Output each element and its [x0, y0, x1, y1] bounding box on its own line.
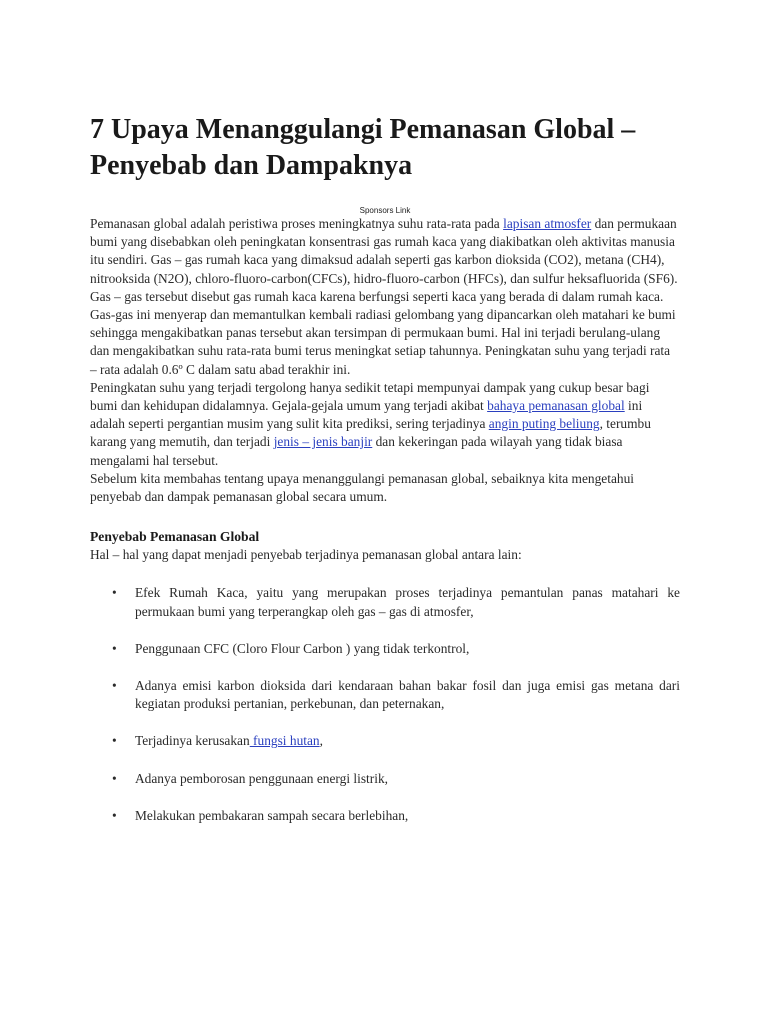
cause-text: Melakukan pembakaran sampah secara berlebihan, — [135, 807, 409, 823]
link-jenis-jenis-banjir[interactable]: jenis – jenis banjir — [273, 434, 373, 450]
paragraph-2-text-c: , terumbu karang yang memutih, dan terjadi — [90, 416, 651, 450]
title-line-2: Penyebab dan Dampaknya — [90, 150, 413, 181]
cause-text: Adanya pemborosan penggunaan energi listrik, — [135, 770, 388, 786]
section-heading-penyebab: Penyebab Pemanasan Global — [90, 529, 260, 545]
bullet-icon: • — [112, 770, 117, 786]
list-item — [90, 677, 680, 713]
cause-text: Efek Rumah Kaca, yaitu yang merupakan proses terjadinya pemantulan panas matahari ke permukaan bumi yang terperangkap oleh gas – gas di atmosfer, — [135, 585, 680, 619]
link-lapisan-atmosfer[interactable]: lapisan atmosfer — [503, 216, 592, 231]
cause-text: Terjadinya kerusakan — [135, 733, 250, 749]
paragraph-1 — [90, 215, 680, 379]
causes-intro: Hal – hal yang dapat menjadi penyebab terjadinya pemanasan global antara lain: — [90, 547, 522, 563]
list-item — [90, 732, 680, 750]
bullet-icon: • — [112, 807, 117, 823]
bullet-icon: • — [112, 585, 117, 601]
paragraph-3: Sebelum kita membahas tentang upaya menanggulangi pemanasan global, sebaiknya kita mengetahui penyebab dan dampak pemanasan global secara umum. — [90, 470, 635, 505]
bullet-icon: • — [112, 733, 117, 749]
list-item — [90, 584, 680, 620]
link-bahaya-pemanasan-global[interactable]: bahaya pemanasan global — [487, 398, 625, 414]
bullet-icon: • — [112, 640, 117, 656]
list-item — [90, 770, 680, 788]
article-title — [90, 112, 680, 184]
paragraph-1-text-a: Pemanasan global adalah peristiwa proses meningkatnya suhu rata-rata pada — [90, 216, 504, 231]
bullet-icon: • — [112, 678, 117, 694]
article — [90, 112, 680, 844]
cause-text: Adanya emisi karbon dioksida dari kendaraan bahan bakar fosil dan juga emisi gas metana dari kegiatan produksi pertanian, perkebunan, dan peternakan, — [135, 678, 680, 712]
causes-list — [90, 584, 680, 825]
cause-text: Penggunaan CFC (Cloro Flour Carbon ) yang tidak terkontrol, — [135, 640, 470, 656]
link-fungsi-hutan[interactable]: fungsi hutan — [249, 733, 320, 749]
link-angin-puting-beliung[interactable]: angin puting beliung — [488, 416, 600, 432]
paragraph-2 — [90, 379, 680, 470]
paragraph-2-text-b: ini adalah seperti pergantian musim yang sulit kita prediksi, sering terjadinya — [90, 398, 643, 432]
paragraph-2-text-a: Peningkatan suhu yang terjadi tergolong hanya sedikit tetapi mempunyai dampak yang cukup besar bagi bumi dan kehidupan didalamnya. Gejala-gejala umum yang terjadi akibat — [90, 379, 650, 414]
paragraph-1-text-b: dan permukaan bumi yang disebabkan oleh peningkatan konsentrasi gas rumah kaca yang diakibatkan oleh aktivitas manusia itu sendiri. Gas – gas rumah kaca yang dimaksud adalah seperti gas karbon dioksida (CO2), metana (CH4), nitrooksida (N2O), chloro-fluoro-carbon(CFCs), hidro-fluoro-carbon (HFCs), dan sulfur heksafluorida (SF6). Gas – gas tersebut disebut gas rumah kaca karena berfungsi seperti kaca yang berada di dalam rumah kaca. Gas-gas ini menyerap dan memantulkan kembali radiasi gelombang yang dipancarkan oleh matahari ke bumi sehingga mengakibatkan panas tersebut akan tersimpan di permukaan bumi. Hal ini terjadi berulang-ulang dan mengakibatkan suhu rata-rata bumi terus meningkat setiap tahunnya. Peningkatan suhu yang terjadi rata – rata adalah 0.6º C dalam satu abad terakhir ini. — [90, 216, 678, 377]
cause-text-suffix: , — [319, 733, 323, 749]
title-line-1: 7 Upaya Menanggulangi Pemanasan Global – — [90, 114, 636, 145]
paragraph-2-text-d: dan kekeringan pada wilayah yang tidak biasa mengalami hal tersebut. — [90, 434, 623, 468]
sponsors-link: Sponsors Link — [359, 206, 411, 215]
list-item — [90, 640, 680, 658]
list-item — [90, 807, 680, 825]
